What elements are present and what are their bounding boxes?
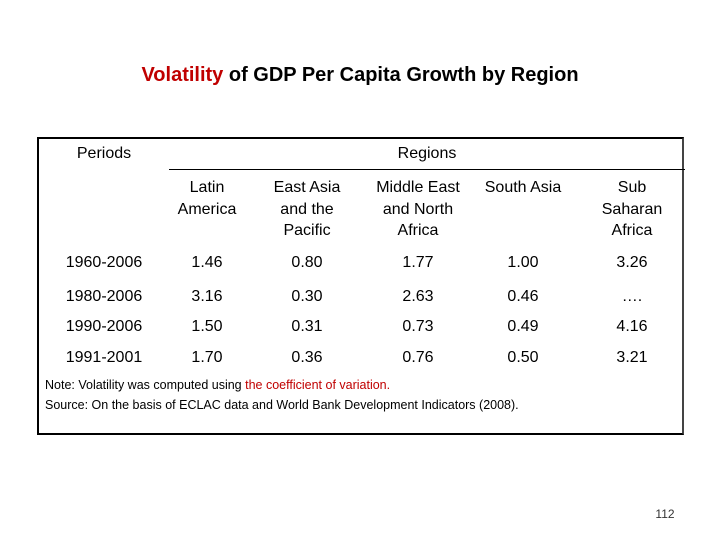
value-cell: 1.50 xyxy=(191,318,223,335)
value-cell: …. xyxy=(621,288,643,305)
note-prefix: Note: Volatility was computed using xyxy=(45,378,246,392)
period-cell: 1960-2006 xyxy=(65,254,143,271)
value-cell: 1.70 xyxy=(191,349,223,366)
value-cell: 3.26 xyxy=(616,254,648,271)
value-cell: 0.46 xyxy=(507,288,539,305)
header-divider xyxy=(169,169,685,170)
value-cell: 3.16 xyxy=(191,288,223,305)
value-cell: 0.36 xyxy=(291,349,323,366)
regions-header: Regions xyxy=(397,145,457,162)
title-highlight: Volatility xyxy=(141,64,224,86)
column-header-east-asia-pacific xyxy=(261,177,353,242)
column-header-line: Africa xyxy=(611,222,653,239)
table-row xyxy=(39,341,685,375)
slide-title xyxy=(0,64,720,87)
table-notes xyxy=(45,375,519,415)
source-line: Source: On the basis of ECLAC data and World Bank Development Indicators (2008). xyxy=(45,398,519,412)
period-cell: 1990-2006 xyxy=(65,318,143,335)
value-cell: 0.30 xyxy=(291,288,323,305)
table-row xyxy=(39,280,685,314)
period-cell: 1991-2001 xyxy=(65,349,143,366)
column-header-sub-saharan-africa xyxy=(585,177,679,242)
column-header-middle-east-north-africa xyxy=(365,177,471,242)
value-cell: 0.80 xyxy=(291,254,323,271)
column-header-line: Africa xyxy=(397,222,439,239)
title-rest: of GDP Per Capita Growth by Region xyxy=(223,64,579,86)
period-cell: 1980-2006 xyxy=(65,288,143,305)
value-cell: 0.73 xyxy=(402,318,434,335)
column-header-line: Latin xyxy=(189,179,225,196)
column-header-line: South Asia xyxy=(484,179,562,196)
value-cell: 4.16 xyxy=(616,318,648,335)
page-number: 112 xyxy=(655,507,675,521)
column-header-line: and North xyxy=(382,200,454,218)
column-header-line: East Asia xyxy=(273,179,341,196)
volatility-table xyxy=(37,137,684,435)
value-cell: 0.50 xyxy=(507,349,539,366)
column-header-line: Pacific xyxy=(283,222,331,239)
column-header-line: Saharan xyxy=(601,200,663,218)
value-cell: 1.77 xyxy=(402,254,434,271)
column-header-line: and the xyxy=(280,200,334,218)
value-cell: 0.76 xyxy=(402,349,434,366)
note-highlight: the coefficient of variation. xyxy=(245,378,391,392)
periods-header: Periods xyxy=(76,145,132,162)
column-header-south-asia xyxy=(475,177,571,199)
table-row xyxy=(39,246,685,280)
value-cell: 0.31 xyxy=(291,318,323,335)
value-cell: 1.46 xyxy=(191,254,223,271)
value-cell: 2.63 xyxy=(402,288,434,305)
table-row xyxy=(39,310,685,344)
value-cell: 3.21 xyxy=(616,349,648,366)
column-header-line: Sub xyxy=(617,179,647,196)
note-line xyxy=(45,375,519,395)
value-cell: 1.00 xyxy=(507,254,539,271)
column-header-line: Middle East xyxy=(376,179,460,196)
value-cell: 0.49 xyxy=(507,318,539,335)
column-header-latin-america xyxy=(169,177,245,220)
column-header-line: America xyxy=(177,200,237,218)
